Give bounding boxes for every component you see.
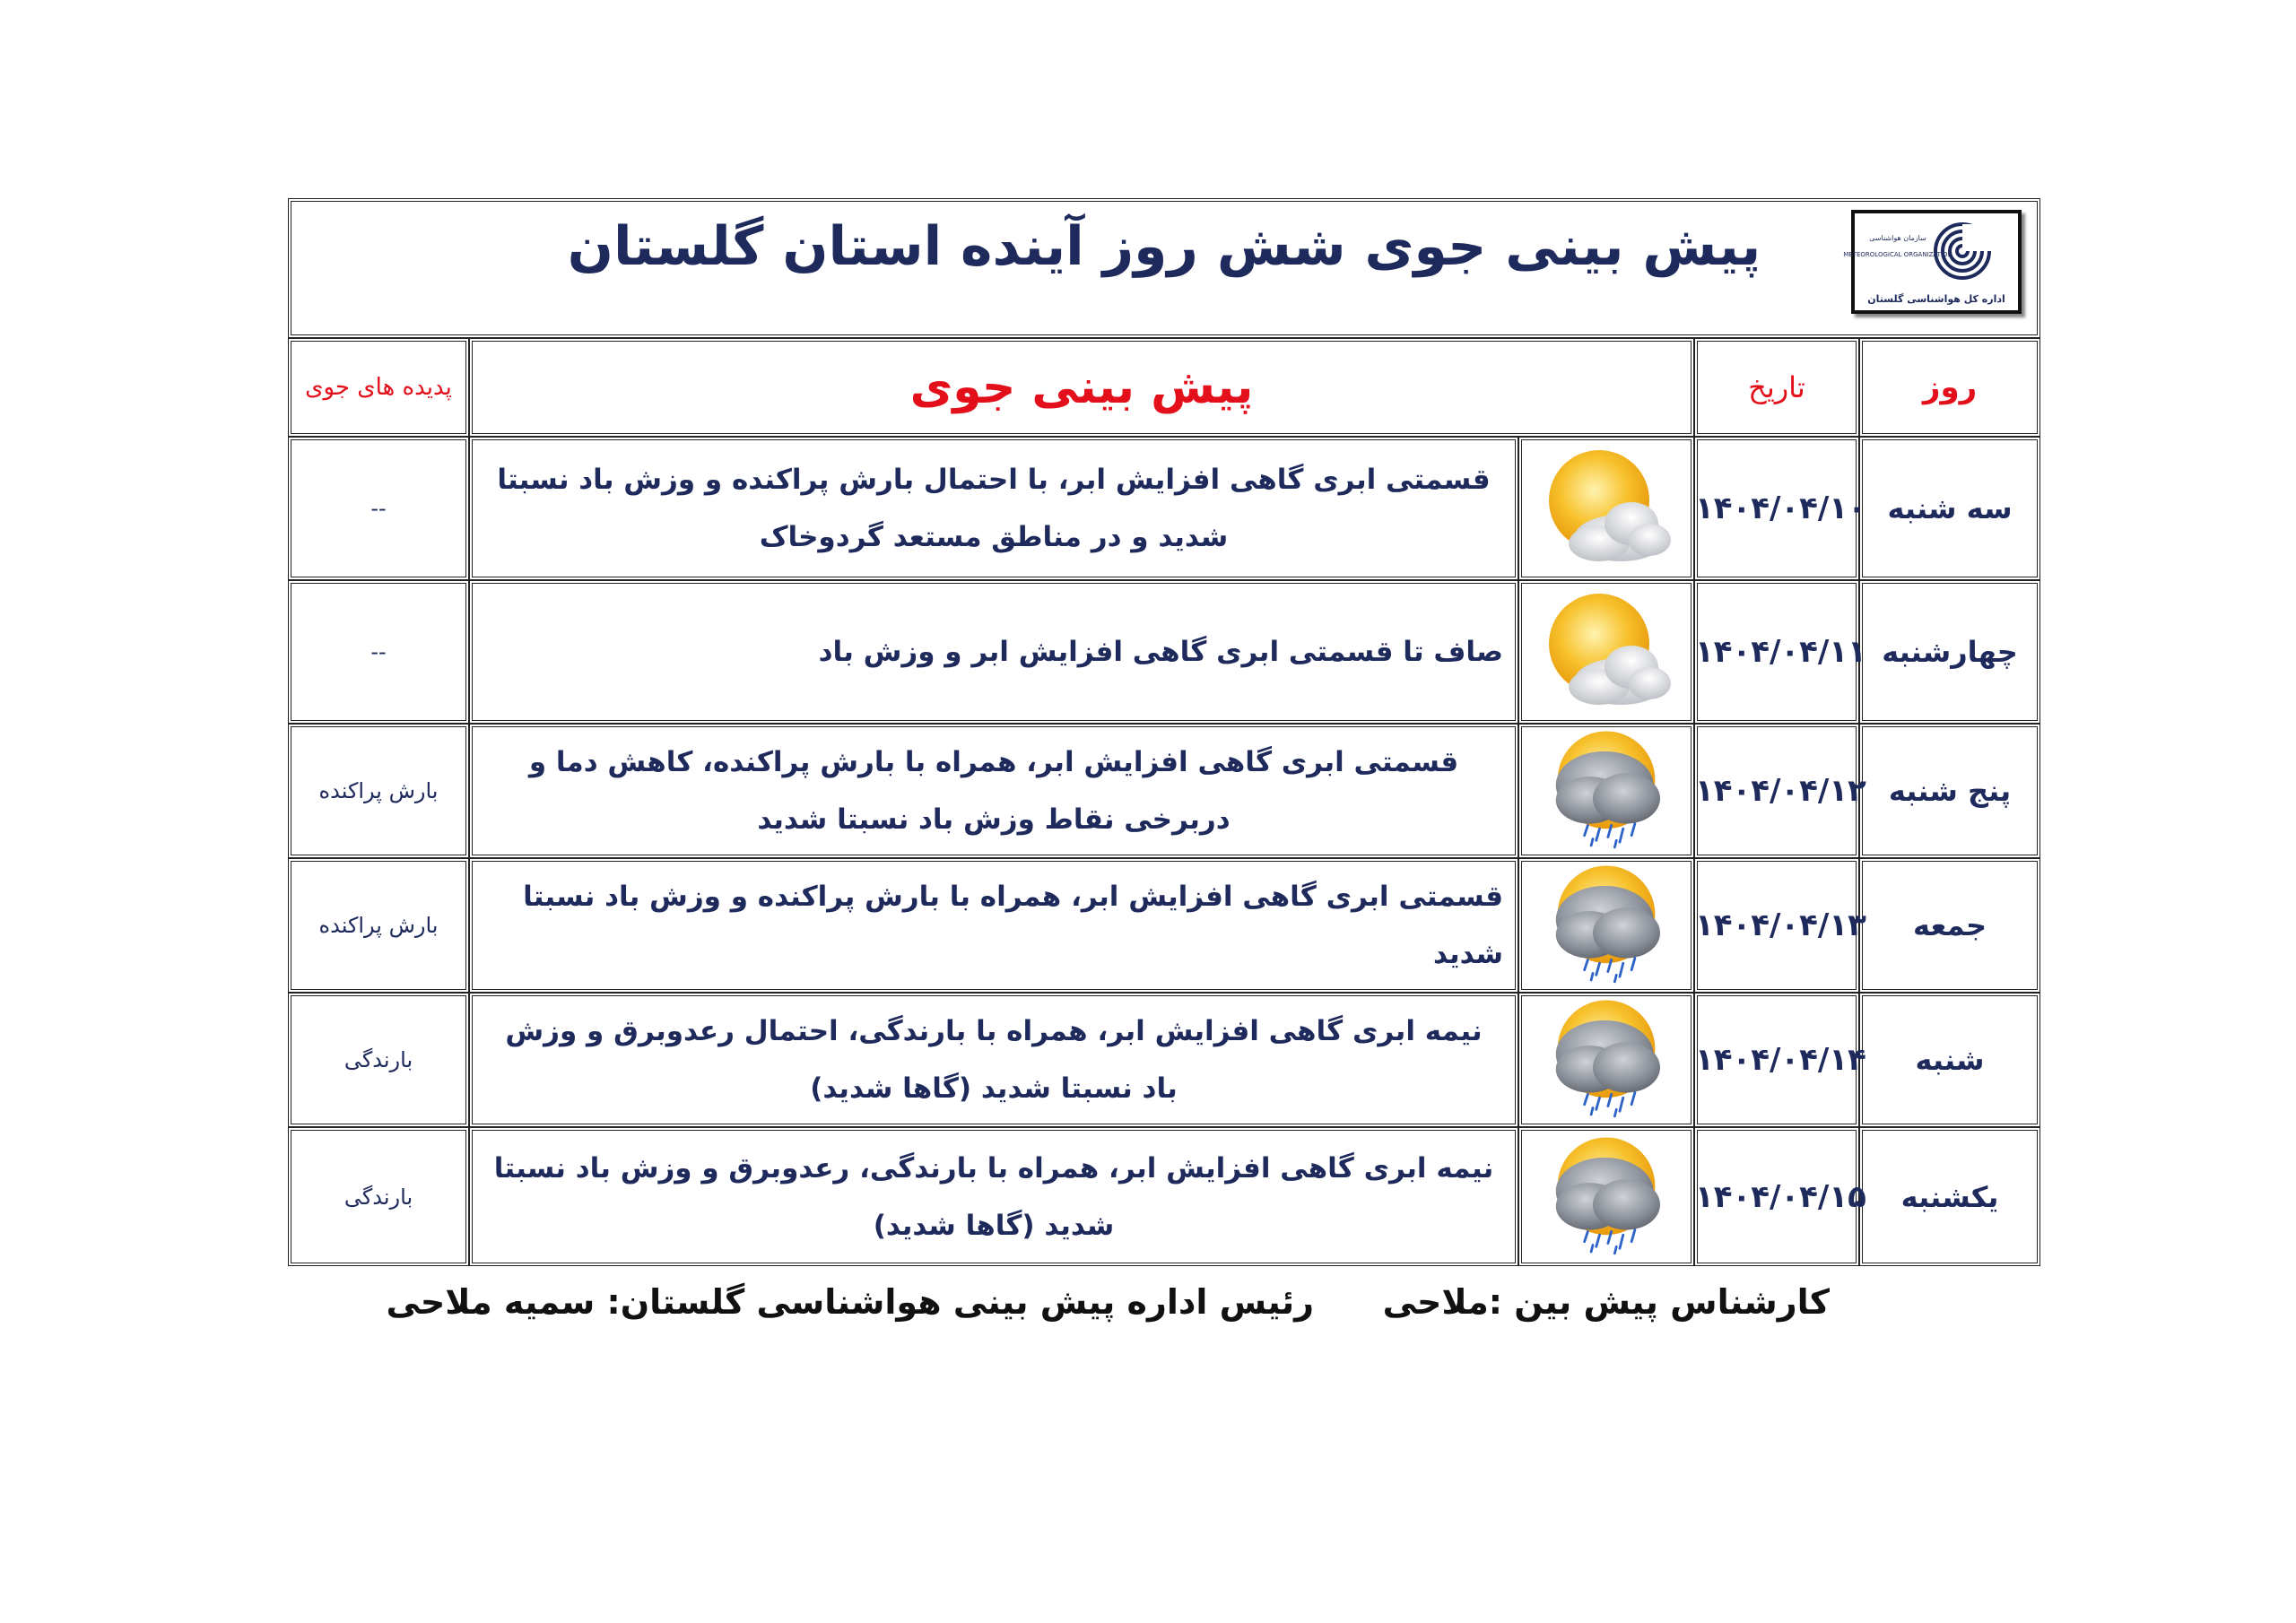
date-cell: ۱۴۰۴/۰۴/۱۰ (1694, 437, 1859, 580)
forecast-text: صاف تا قسمتی ابری گاهی افزایش ابر و وزش باد (469, 580, 1518, 724)
phenomena-cell: بارش پراکنده (288, 724, 469, 858)
column-header-phenomena: پدیده های جوی (288, 338, 469, 437)
weather-icon-cell (1518, 437, 1694, 580)
head-signature: رئیس اداره پیش بینی هواشناسی گلستان: سمیه ملاحی (386, 1282, 1314, 1322)
partly-cloudy-sun-icon (1535, 441, 1678, 576)
phenomena-cell: -- (288, 580, 469, 724)
date-cell: ۱۴۰۴/۰۴/۱۲ (1694, 724, 1859, 858)
phenomena-cell: -- (288, 437, 469, 580)
weather-icon-cell (1518, 724, 1694, 858)
weather-icon-cell (1518, 580, 1694, 724)
page-title: پیش بینی جوی شش روز آینده استان گلستان (567, 215, 1761, 278)
phenomena-cell: بارش پراکنده (288, 858, 469, 993)
phenomena-cell: بارندگی (288, 1127, 469, 1266)
weather-icon-cell (1518, 1127, 1694, 1266)
header-cell (288, 198, 2040, 338)
day-cell: سه شنبه (1859, 437, 2040, 580)
day-cell: چهارشنبه (1859, 580, 2040, 724)
date-cell: ۱۴۰۴/۰۴/۱۴ (1694, 993, 1859, 1127)
column-header-forecast: پیش بینی جوی (469, 338, 1694, 437)
organization-logo (1843, 210, 2022, 314)
table-row (288, 724, 2040, 858)
weather-icon-cell (1518, 858, 1694, 993)
forecast-text: قسمتی ابری گاهی افزایش ابر، همراه با بارش پراکنده و وزش باد نسبتا شدید (469, 858, 1518, 993)
column-header-day: روز (1859, 338, 2040, 437)
sun-cloud-rain-icon (1539, 994, 1674, 1125)
date-cell: ۱۴۰۴/۰۴/۱۱ (1694, 580, 1859, 724)
sun-cloud-rain-icon (1539, 725, 1674, 856)
phenomena-cell: بارندگی (288, 993, 469, 1127)
table-row (288, 1127, 2040, 1266)
day-cell: یکشنبه (1859, 1127, 2040, 1266)
day-cell: پنج شنبه (1859, 724, 2040, 858)
column-header-date: تاریخ (1694, 338, 1859, 437)
table-row (288, 437, 2040, 580)
forecast-table (288, 198, 2040, 1266)
sun-cloud-rain-icon (1539, 860, 1674, 991)
svg-text:سازمان هواشناسی: سازمان هواشناسی (1869, 234, 1926, 242)
partly-cloudy-sun-icon (1535, 585, 1678, 719)
forecaster-signature: کارشناس پیش بین :ملاحی (1382, 1282, 1830, 1322)
day-cell: شنبه (1859, 993, 2040, 1127)
forecast-text: قسمتی ابری گاهی افزایش ابر، همراه با بارش پراکنده، کاهش دما و دربرخی نقاط وزش باد نسبتا شدید (469, 724, 1518, 858)
day-cell: جمعه (1859, 858, 2040, 993)
date-cell: ۱۴۰۴/۰۴/۱۵ (1694, 1127, 1859, 1266)
logo-caption: اداره کل هواشناسی گلستان (1867, 293, 2005, 305)
forecast-text: نیمه ابری گاهی افزایش ابر، همراه با بارندگی، رعدوبرق و وزش باد نسبتا شدید (گاها شدید) (469, 1127, 1518, 1266)
sun-cloud-rain-icon (1539, 1132, 1674, 1263)
meteorological-emblem-icon (1843, 217, 2011, 289)
table-row (288, 858, 2040, 993)
forecast-text: قسمتی ابری گاهی افزایش ابر، با احتمال بارش پراکنده و وزش باد نسبتا شدید و در مناطق مستعد گردوخاک (469, 437, 1518, 580)
table-row (288, 580, 2040, 724)
table-row (288, 993, 2040, 1127)
forecast-text: نیمه ابری گاهی افزایش ابر، همراه با بارندگی، احتمال رعدوبرق و وزش باد نسبتا شدید (گاها شدید) (469, 993, 1518, 1127)
weather-icon-cell (1518, 993, 1694, 1127)
date-cell: ۱۴۰۴/۰۴/۱۳ (1694, 858, 1859, 993)
logo-emblem-text: METEOROLOGICAL ORGANIZATION (1843, 251, 1952, 258)
